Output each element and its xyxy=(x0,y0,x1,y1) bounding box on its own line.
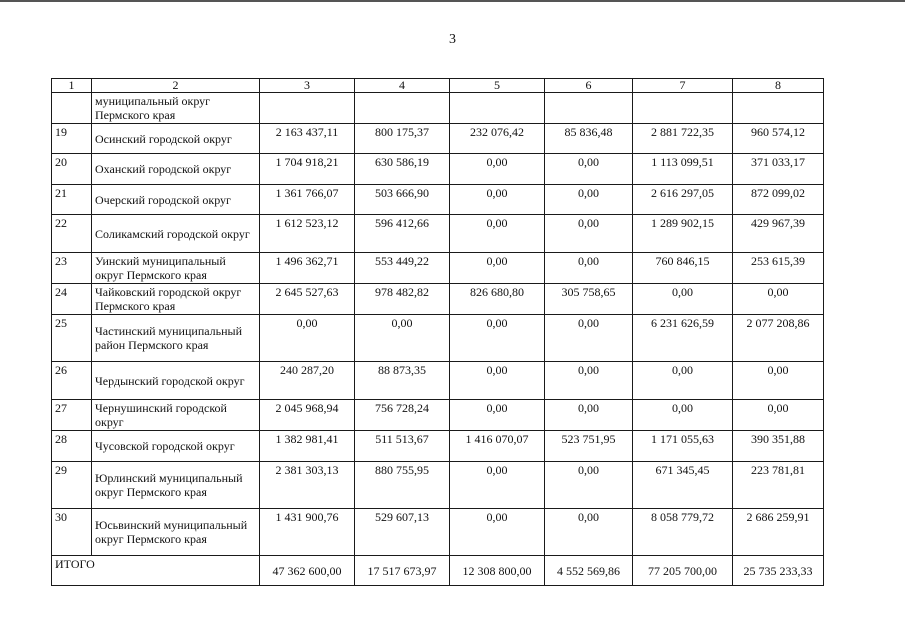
value-col8: 0,00 xyxy=(733,362,824,400)
row-number: 19 xyxy=(52,124,92,154)
value-col7: 0,00 xyxy=(633,284,733,315)
value-col8: 253 615,39 xyxy=(733,253,824,284)
value-col4: 880 755,95 xyxy=(355,462,450,509)
value-col3: 2 045 968,94 xyxy=(260,400,355,431)
table-row xyxy=(52,362,824,400)
value-col6: 0,00 xyxy=(545,253,633,284)
row-number: 25 xyxy=(52,315,92,362)
table-row xyxy=(52,509,824,556)
page-number: 3 xyxy=(449,32,456,47)
budget-table xyxy=(51,78,824,586)
value-col6: 85 836,48 xyxy=(545,124,633,154)
value-col5: 0,00 xyxy=(450,400,545,431)
table-row xyxy=(52,215,824,253)
value-col3: 1 382 981,41 xyxy=(260,431,355,462)
value-col5: 232 076,42 xyxy=(450,124,545,154)
value-col6: 305 758,65 xyxy=(545,284,633,315)
municipality-name: Юсьвинский муниципальный округ Пермского края xyxy=(92,509,260,556)
table-row xyxy=(52,154,824,185)
municipality-name: Чусовской городской округ xyxy=(92,431,260,462)
value-col4: 978 482,82 xyxy=(355,284,450,315)
value-col5: 0,00 xyxy=(450,185,545,215)
value-col4: 630 586,19 xyxy=(355,154,450,185)
value-col5: 0,00 xyxy=(450,509,545,556)
municipality-name: Соликамский городской округ xyxy=(92,215,260,253)
value-col8: 390 351,88 xyxy=(733,431,824,462)
column-number-row xyxy=(52,79,824,93)
column-number: 8 xyxy=(733,79,824,93)
value-col6: 523 751,95 xyxy=(545,431,633,462)
empty-cell xyxy=(450,93,545,124)
empty-cell xyxy=(733,93,824,124)
table-row xyxy=(52,431,824,462)
empty-cell xyxy=(355,93,450,124)
column-number: 4 xyxy=(355,79,450,93)
row-number: 21 xyxy=(52,185,92,215)
table-row xyxy=(52,124,824,154)
value-col7: 671 345,45 xyxy=(633,462,733,509)
scan-edge xyxy=(0,0,905,2)
value-col4: 596 412,66 xyxy=(355,215,450,253)
value-col7: 2 881 722,35 xyxy=(633,124,733,154)
value-col6: 0,00 xyxy=(545,462,633,509)
value-col3: 2 645 527,63 xyxy=(260,284,355,315)
value-col6: 0,00 xyxy=(545,185,633,215)
value-col7: 1 171 055,63 xyxy=(633,431,733,462)
continued-row xyxy=(52,93,824,124)
value-col8: 960 574,12 xyxy=(733,124,824,154)
table-row xyxy=(52,185,824,215)
value-col4: 529 607,13 xyxy=(355,509,450,556)
total-row xyxy=(52,556,824,586)
value-col4: 88 873,35 xyxy=(355,362,450,400)
value-col3: 1 612 523,12 xyxy=(260,215,355,253)
municipality-name: Чернушинский городской округ xyxy=(92,400,260,431)
value-col8: 429 967,39 xyxy=(733,215,824,253)
value-col7: 760 846,15 xyxy=(633,253,733,284)
value-col7: 6 231 626,59 xyxy=(633,315,733,362)
total-label: ИТОГО xyxy=(52,556,260,586)
row-number: 22 xyxy=(52,215,92,253)
municipality-name: Чердынский городской округ xyxy=(92,362,260,400)
value-col5: 0,00 xyxy=(450,154,545,185)
value-col4: 800 175,37 xyxy=(355,124,450,154)
value-col8: 2 686 259,91 xyxy=(733,509,824,556)
total-value-c4: 17 517 673,97 xyxy=(355,556,450,586)
total-value-c7: 77 205 700,00 xyxy=(633,556,733,586)
table-row xyxy=(52,253,824,284)
value-col6: 0,00 xyxy=(545,215,633,253)
value-col5: 1 416 070,07 xyxy=(450,431,545,462)
value-col6: 0,00 xyxy=(545,154,633,185)
row-number: 23 xyxy=(52,253,92,284)
empty-cell xyxy=(545,93,633,124)
row-number: 20 xyxy=(52,154,92,185)
municipality-name: муниципальный округ Пермского края xyxy=(92,93,260,124)
value-col3: 2 381 303,13 xyxy=(260,462,355,509)
value-col5: 0,00 xyxy=(450,253,545,284)
value-col8: 223 781,81 xyxy=(733,462,824,509)
value-col8: 2 077 208,86 xyxy=(733,315,824,362)
value-col3: 1 704 918,21 xyxy=(260,154,355,185)
value-col5: 0,00 xyxy=(450,315,545,362)
municipality-name: Юрлинский муниципальный округ Пермского края xyxy=(92,462,260,509)
value-col8: 371 033,17 xyxy=(733,154,824,185)
value-col4: 553 449,22 xyxy=(355,253,450,284)
value-col7: 1 289 902,15 xyxy=(633,215,733,253)
row-number: 28 xyxy=(52,431,92,462)
row-number: 29 xyxy=(52,462,92,509)
value-col7: 0,00 xyxy=(633,362,733,400)
value-col5: 0,00 xyxy=(450,462,545,509)
column-number: 2 xyxy=(92,79,260,93)
value-col8: 0,00 xyxy=(733,400,824,431)
municipality-name: Осинский городской округ xyxy=(92,124,260,154)
value-col6: 0,00 xyxy=(545,400,633,431)
municipality-name: Чайковский городской округ Пермского края xyxy=(92,284,260,315)
municipality-name: Частинский муниципальный район Пермского края xyxy=(92,315,260,362)
row-number: 30 xyxy=(52,509,92,556)
table-row xyxy=(52,284,824,315)
value-col5: 826 680,80 xyxy=(450,284,545,315)
value-col6: 0,00 xyxy=(545,509,633,556)
column-number: 7 xyxy=(633,79,733,93)
column-number: 1 xyxy=(52,79,92,93)
value-col6: 0,00 xyxy=(545,315,633,362)
value-col7: 1 113 099,51 xyxy=(633,154,733,185)
total-value-c5: 12 308 800,00 xyxy=(450,556,545,586)
value-col5: 0,00 xyxy=(450,362,545,400)
value-col8: 0,00 xyxy=(733,284,824,315)
value-col4: 0,00 xyxy=(355,315,450,362)
row-number: 27 xyxy=(52,400,92,431)
municipality-name: Очерский городской округ xyxy=(92,185,260,215)
column-number: 3 xyxy=(260,79,355,93)
value-col3: 0,00 xyxy=(260,315,355,362)
value-col4: 756 728,24 xyxy=(355,400,450,431)
value-col7: 8 058 779,72 xyxy=(633,509,733,556)
table-row xyxy=(52,462,824,509)
row-number-cell xyxy=(52,93,92,124)
value-col7: 0,00 xyxy=(633,400,733,431)
total-value-c3: 47 362 600,00 xyxy=(260,556,355,586)
empty-cell xyxy=(633,93,733,124)
value-col3: 1 431 900,76 xyxy=(260,509,355,556)
column-number: 5 xyxy=(450,79,545,93)
value-col7: 2 616 297,05 xyxy=(633,185,733,215)
value-col3: 1 361 766,07 xyxy=(260,185,355,215)
municipality-name: Оханский городской округ xyxy=(92,154,260,185)
value-col4: 503 666,90 xyxy=(355,185,450,215)
total-value-c6: 4 552 569,86 xyxy=(545,556,633,586)
row-number: 24 xyxy=(52,284,92,315)
value-col3: 2 163 437,11 xyxy=(260,124,355,154)
value-col4: 511 513,67 xyxy=(355,431,450,462)
value-col3: 240 287,20 xyxy=(260,362,355,400)
table-body xyxy=(52,79,824,586)
value-col8: 872 099,02 xyxy=(733,185,824,215)
column-number: 6 xyxy=(545,79,633,93)
total-value-c8: 25 735 233,33 xyxy=(733,556,824,586)
value-col6: 0,00 xyxy=(545,362,633,400)
value-col3: 1 496 362,71 xyxy=(260,253,355,284)
value-col5: 0,00 xyxy=(450,215,545,253)
municipality-name: Уинский муниципальный округ Пермского края xyxy=(92,253,260,284)
row-number: 26 xyxy=(52,362,92,400)
table-row xyxy=(52,400,824,431)
table-row xyxy=(52,315,824,362)
empty-cell xyxy=(260,93,355,124)
